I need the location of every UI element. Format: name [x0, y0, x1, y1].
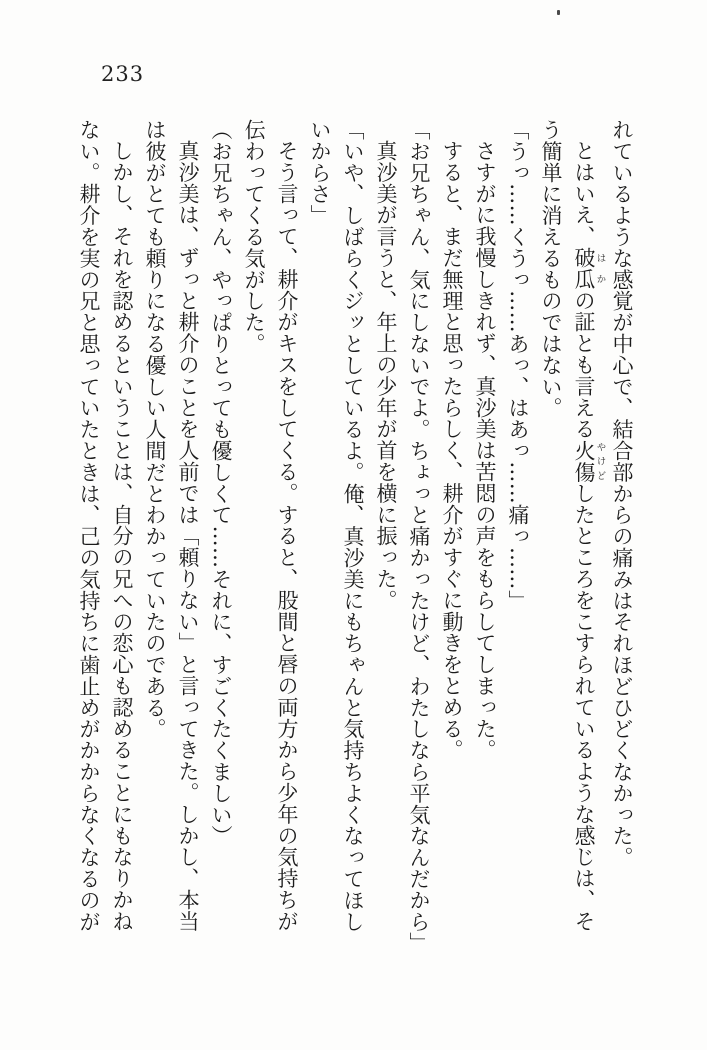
text-line: 「うっ……くうっ……あっ、はあっ……痛っ……」 — [506, 119, 530, 612]
text-block — [72, 119, 638, 954]
text-line: すると、まだ無理と思ったらしく、耕介がすぐに動きをとめる。 — [440, 140, 464, 761]
text-line: れているような感覚が中心で、結合部からの痛みはそれほどひどくなかった。 — [610, 119, 634, 868]
text-line: 伝わってくる気がした。 — [242, 119, 266, 355]
text-line: 「いや、しばらくジッとしているよ。俺、真沙美にもちゃんと気持ちよくなってほし — [341, 119, 365, 933]
text-line: 真沙美が言うと、年上の少年が首を横に振った。 — [374, 140, 398, 611]
page-number: 233 — [101, 62, 145, 86]
ruby-annotated-word: 火傷やけど — [572, 439, 606, 483]
text-line: そう言って、耕介がキスをしてくる。すると、股間と唇の両方から少年の気持ちが — [275, 140, 299, 932]
text-line: （お兄ちゃん、やっぱりとっても優しくて……それに、すごくたくましい） — [209, 119, 233, 847]
text-line: は彼がとても頼りになる優しい人間だとわかっていたのである。 — [143, 119, 167, 740]
scan-artifact — [557, 10, 560, 15]
ruby-annotated-word: 破瓜はか — [572, 247, 606, 290]
text-line: 「お兄ちゃん、気にしないでよ。ちょっと痛かったけど、わたしなら平気なんだから」 — [407, 119, 431, 954]
text-line: とはいえ、破瓜はかの証とも言える火傷やけどしたところをこすられているような感じは、そ — [572, 140, 606, 932]
text-line: いからさ」 — [308, 119, 332, 226]
text-line: う簡単に消えるものではない。 — [539, 119, 563, 419]
text-line: しかし、それを認めるということは、自分の兄への恋心も認めることにもなりかね — [110, 140, 134, 932]
text-line: さすがに我慢しきれず、真沙美は苦悶の声をもらしてしまった。 — [473, 140, 497, 761]
text-line: 真沙美は、ずっと耕介のことを人前では「頼りない」と言ってきた。しかし、本当 — [176, 140, 200, 932]
text-line: ない。耕介を実の兄と思っていたときは、己の気持ちに歯止めがかからなくなるのが — [77, 119, 101, 933]
